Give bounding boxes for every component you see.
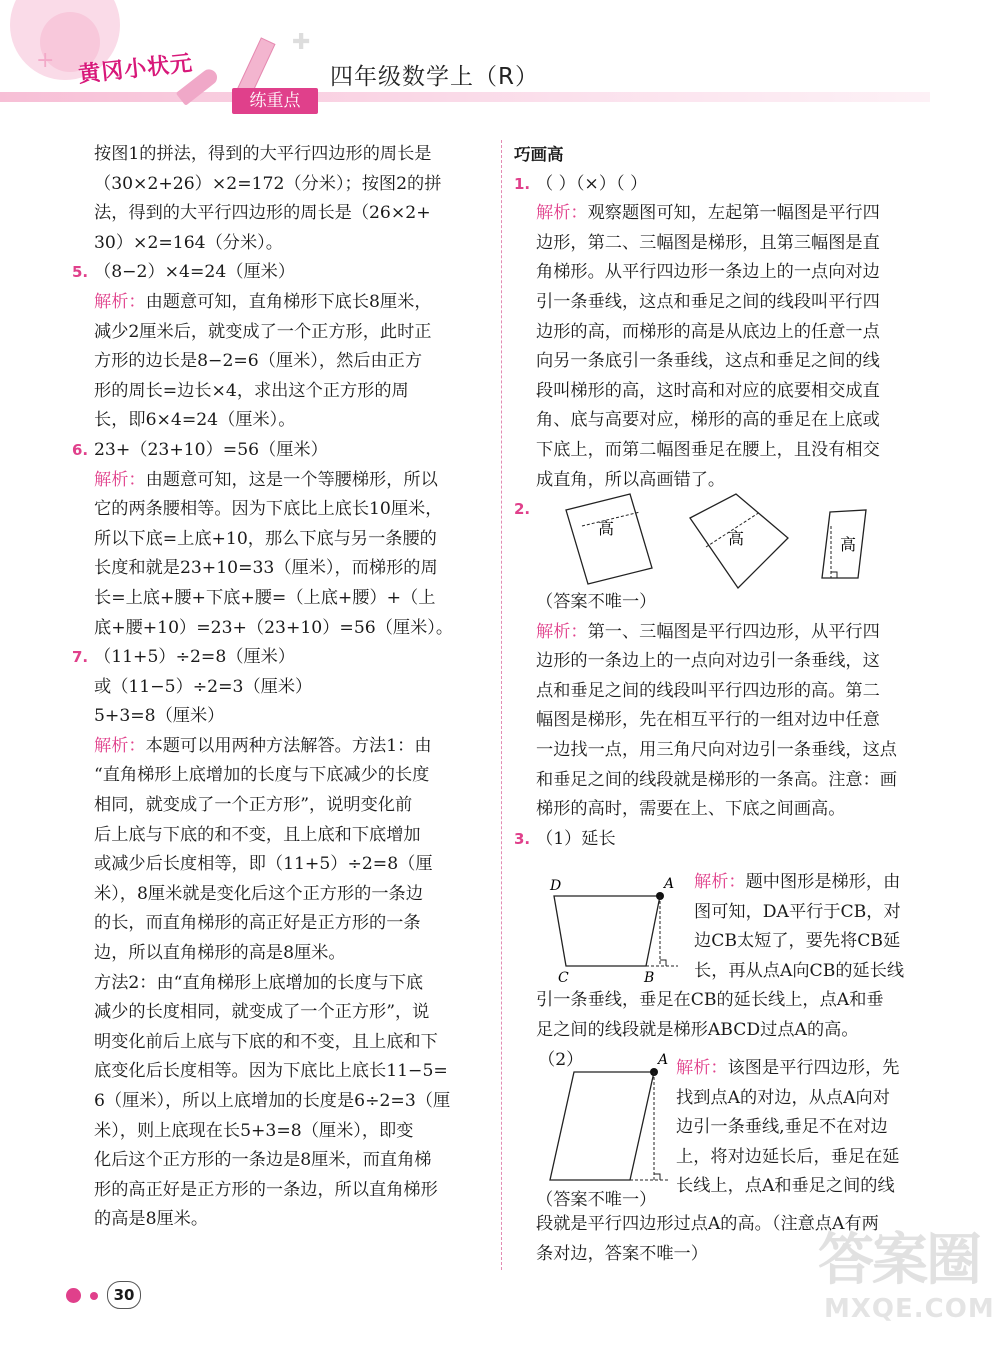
text-line: 所以下底=上底+10，那么下底与另一条腰的 bbox=[94, 528, 437, 549]
question-number: 6. bbox=[72, 440, 89, 459]
text-line: 向另一条底引一条垂线，这点和垂足之间的线 bbox=[536, 351, 880, 372]
text-line: 米），则上底现在长5+3=8（厘米），即变 bbox=[94, 1120, 414, 1141]
book-title: 四年级数学上（R） bbox=[330, 64, 539, 90]
section-tag: 练重点 bbox=[232, 88, 318, 114]
q5-answer: 5. （8−2）×4=24（厘米） bbox=[72, 258, 490, 288]
text-line: 引一条垂线，垂足在CB的延长线上，点A和垂 bbox=[536, 990, 884, 1010]
text-line: 边形，第二、三幅图是梯形，且第三幅图是直 bbox=[536, 232, 880, 253]
text-line: 边CB太短了，要先将CB延 bbox=[694, 931, 901, 952]
q3-analysis: 解析：题中图形是梯形，由 bbox=[694, 872, 901, 892]
q3-part1: 3. （1）延长 bbox=[514, 825, 930, 855]
q2-analysis: 解析：第一、三幅图是平行四边形，从平行四 bbox=[536, 621, 880, 642]
q7-answer-alt: 5+3=8（厘米） bbox=[94, 706, 225, 727]
watermark bbox=[818, 1216, 995, 1334]
text-line: 足之间的线段就是梯形ABCD过点A的高。 bbox=[536, 1019, 859, 1040]
text-line: 减少的长度相同，就变成了一个正方形”，说 bbox=[94, 1002, 430, 1023]
text-line: “直角梯形上底增加的长度与下底减少的长度 bbox=[94, 765, 430, 786]
point-label-A: A bbox=[664, 876, 675, 892]
q1-analysis: 解析：观察题图可知，左起第一幅图是平行四 bbox=[536, 203, 880, 224]
text-line: 形的周长=边长×4，求出这个正方形的周 bbox=[94, 380, 409, 401]
text-line: （30×2+26）×2=172（分米）；按图2的拼 bbox=[94, 173, 442, 194]
q3-part2-analysis-side bbox=[676, 1054, 936, 1202]
q2-note: （答案不唯一） bbox=[536, 592, 657, 612]
question-number: 3. bbox=[514, 829, 531, 848]
point-label-B: B bbox=[644, 970, 655, 986]
analysis-label: 解析： bbox=[676, 1058, 728, 1078]
text-line: 相同，就变成了一个正方形”，说明变化前 bbox=[94, 795, 413, 816]
header-band bbox=[0, 92, 930, 102]
analysis-label: 解析： bbox=[94, 291, 146, 312]
section-title: 巧画高 bbox=[514, 145, 564, 164]
footer-dot bbox=[90, 1292, 98, 1300]
q7-answer-alt: 或（11−5）÷2=3（厘米） bbox=[94, 676, 313, 697]
point-label-A: A bbox=[658, 1052, 669, 1068]
q1-answer: 1. （ ）（×）（ ） bbox=[514, 170, 930, 200]
height-label: 高 bbox=[728, 529, 745, 548]
text-line: 角梯形。从平行四边形一条边上的一点向对边 bbox=[536, 262, 880, 283]
text-line: 边形的高，而梯形的高是从底边上的任意一点 bbox=[536, 321, 880, 342]
text-line: 方法2：由“直角梯形上底增加的长度与下底 bbox=[94, 972, 424, 993]
text-line: 或减少后长度相等，即（11+5）÷2=8（厘 bbox=[94, 854, 433, 875]
text-line: 底+腰+10）=23+（23+10）=56（厘米）。 bbox=[94, 617, 454, 638]
q3-part2-label: （2） bbox=[538, 1050, 584, 1070]
q3-part1-analysis-side bbox=[694, 868, 934, 986]
q3-trapezoid-figure bbox=[540, 872, 690, 986]
text-line: 长线上，点A和垂足之间的线 bbox=[676, 1176, 895, 1197]
text-line: 长，即6×4=24（厘米）。 bbox=[94, 410, 296, 431]
text-line: 和垂足之间的线段就是梯形的一条高。注意：画 bbox=[536, 769, 897, 790]
height-label: 高 bbox=[840, 535, 857, 554]
text-line: 化后这个正方形的一条边是8厘米，而直角梯 bbox=[94, 1150, 432, 1171]
text-line: 30）×2=164（分米）。 bbox=[94, 232, 283, 253]
text-line: 方形的边长是8−2=6（厘米），然后由正方 bbox=[94, 351, 423, 372]
q6-answer: 6. 23+（23+10）=56（厘米） bbox=[72, 436, 490, 466]
text-line: 长度和就是23+10=33（厘米），而梯形的周 bbox=[94, 558, 438, 579]
point-label-D: D bbox=[550, 878, 562, 894]
footer-dot bbox=[66, 1288, 81, 1303]
right-column bbox=[514, 140, 930, 525]
text-line: 找到点A的对边，从点A向对 bbox=[676, 1087, 890, 1108]
plus-icon: ✚ bbox=[292, 30, 311, 55]
text-line: 条对边，答案不唯一） bbox=[536, 1243, 708, 1264]
text-line: 边引一条垂线,垂足不在对边 bbox=[676, 1117, 888, 1138]
right-trapezoid-figure bbox=[822, 510, 866, 578]
text-line: 它的两条腰相等。因为下底比上底长10厘米， bbox=[94, 499, 443, 520]
q3-part2-analysis: 解析：该图是平行四边形，先 bbox=[676, 1058, 900, 1078]
point-label-C: C bbox=[558, 970, 569, 986]
text-line: 图可知，DA平行于CB，对 bbox=[694, 901, 901, 922]
question-number: 7. bbox=[72, 648, 89, 667]
q3-part2-note: （答案不唯一） bbox=[536, 1190, 657, 1210]
q5-analysis: 解析：由题意可知，直角梯形下底长8厘米， bbox=[94, 291, 432, 312]
text-line: 幅图是梯形，先在相互平行的一组对边中任意 bbox=[536, 710, 880, 731]
q2-figures bbox=[560, 492, 890, 592]
question-number: 2. bbox=[514, 500, 531, 519]
text-line: 边，所以直角梯形的高是8厘米。 bbox=[94, 943, 346, 964]
text-line: 段叫梯形的高，这时高和对应的底要相交成直 bbox=[536, 380, 880, 401]
text-line: 角、底与高要对应，梯形的高的垂足在上底或 bbox=[536, 410, 880, 431]
text-line: 法，得到的大平行四边形的周长是（26×2+ bbox=[94, 203, 431, 224]
watermark-text: 答案圈 bbox=[818, 1228, 980, 1293]
text-line: 长，再从点A向CB的延长线 bbox=[694, 960, 905, 981]
q7-analysis: 解析：本题可以用两种方法解答。方法1：由 bbox=[94, 735, 432, 756]
left-column bbox=[72, 140, 490, 1235]
text-line: 下底上，而第二幅图垂足在腰上，且没有相交 bbox=[536, 439, 880, 460]
watermark-url: MXQE.COM bbox=[824, 1294, 995, 1324]
text-line: 梯形的高时，需要在上、下底之间画高。 bbox=[536, 799, 846, 820]
text-line: 明变化前后上底与下底的和不变，且上底和下 bbox=[94, 1031, 438, 1052]
analysis-label: 解析： bbox=[536, 203, 588, 224]
q3-part1-analysis-full bbox=[514, 986, 930, 1045]
text-line: 后上底与下底的和不变，且上底和下底增加 bbox=[94, 824, 421, 845]
trapezoid-figure bbox=[690, 494, 788, 588]
page-number: 30 bbox=[107, 1281, 141, 1309]
text-line: 减少2厘米后，就变成了一个正方形，此时正 bbox=[94, 321, 432, 342]
text-line: 边形的一条边上的一点向对边引一条垂线，这 bbox=[536, 651, 880, 672]
analysis-label: 解析： bbox=[536, 621, 588, 642]
analysis-label: 解析： bbox=[94, 469, 146, 490]
text-line: 米），8厘米就是变化后这个正方形的一条边 bbox=[94, 883, 423, 904]
text-line: 引一条垂线，这点和垂足之间的线段叫平行四 bbox=[536, 291, 880, 312]
text-line: 底变化后长度相等。因为下底比上底长11−5= bbox=[94, 1061, 448, 1082]
column-divider bbox=[501, 140, 502, 1270]
parallelogram-figure bbox=[566, 494, 652, 584]
text-line: 上，将对边延长后，垂足在延 bbox=[676, 1146, 900, 1167]
text-line: 长=上底+腰+下底+腰=（上底+腰）+（上 bbox=[94, 587, 436, 608]
q7-answer: 7. （11+5）÷2=8（厘米） bbox=[72, 643, 490, 673]
q2-analysis-block bbox=[514, 588, 930, 854]
text-line: 的长，而直角梯形的高正好是正方形的一条 bbox=[94, 913, 421, 934]
question-number: 1. bbox=[514, 174, 531, 193]
text-line: 的高是8厘米。 bbox=[94, 1209, 209, 1230]
question-number: 5. bbox=[72, 263, 89, 282]
text-line: 段就是平行四边形过点A的高。（注意点A有两 bbox=[536, 1214, 879, 1234]
text-line: 形的高正好是正方形的一条边，所以直角梯形 bbox=[94, 1179, 438, 1200]
q6-analysis: 解析：由题意可知，这是一个等腰梯形，所以 bbox=[94, 469, 438, 490]
plus-icon: + bbox=[36, 48, 55, 73]
analysis-label: 解析： bbox=[94, 735, 146, 756]
text-line: 6（厘米），所以上底增加的长度是6÷2=3（厘 bbox=[94, 1091, 451, 1111]
q3-parallelogram-figure bbox=[540, 1050, 676, 1190]
text-line: 点和垂足之间的线段叫平行四边形的高。第二 bbox=[536, 680, 880, 701]
height-label: 高 bbox=[598, 519, 615, 538]
brand-logo: 黄冈小状元 bbox=[77, 51, 195, 88]
text-line: 按图1的拼法，得到的大平行四边形的周长是 bbox=[94, 144, 432, 164]
analysis-label: 解析： bbox=[694, 872, 746, 892]
text-line: 成直角，所以高画错了。 bbox=[536, 469, 726, 490]
text-line: 一边找一点，用三角尺向对边引一条垂线，这点 bbox=[536, 739, 897, 760]
